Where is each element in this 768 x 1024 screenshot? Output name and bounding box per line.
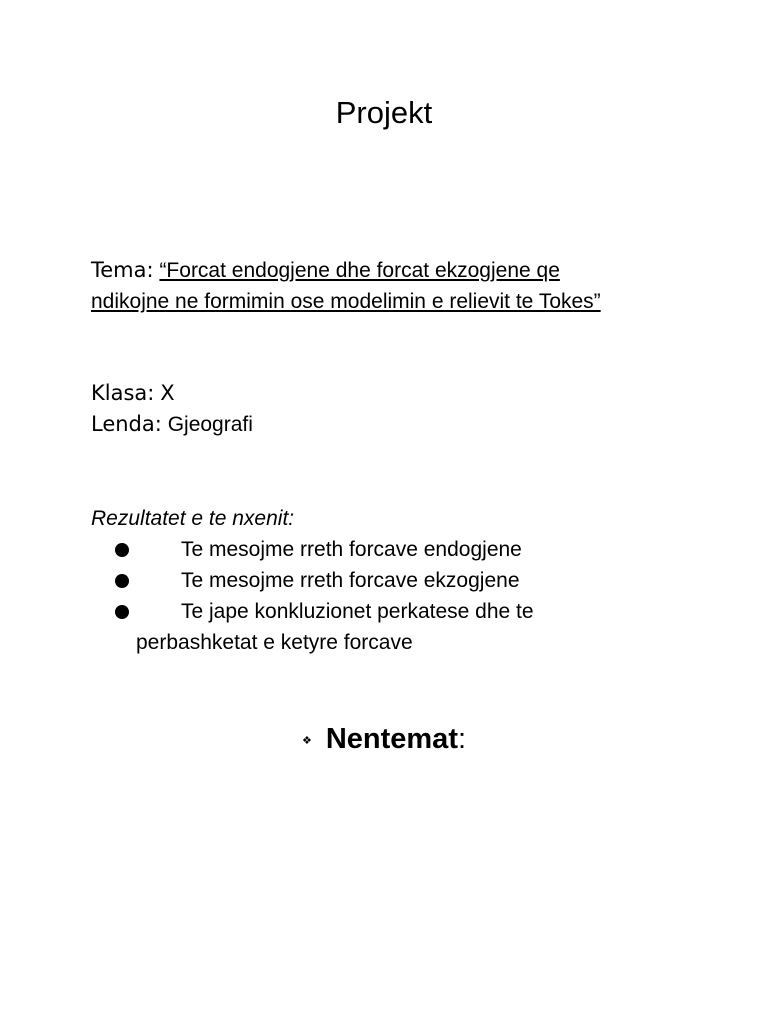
topic-label: Tema:: [91, 258, 154, 282]
subject-label: Lenda:: [91, 412, 162, 436]
topic-block: [91, 255, 631, 317]
subtopics-heading-row: [0, 719, 768, 760]
list-item: [0, 596, 768, 658]
meta-block: [91, 378, 253, 440]
diamond-bullet-icon: ❖: [301, 735, 312, 748]
bullet-icon: [115, 574, 129, 588]
learning-results-list: [0, 534, 768, 658]
subtopics-colon: :: [457, 723, 467, 755]
list-item-text: Te jape konkluzionet perkatese dhe te perbashketat e ketyre forcave: [136, 600, 534, 654]
list-item-text: Te mesojme rreth forcave ekzogjene: [181, 569, 520, 592]
list-item: [0, 534, 768, 565]
document-title: Projekt: [335, 95, 433, 130]
learning-results-heading: Rezultatet e te nxenit:: [91, 507, 295, 530]
subtopics-heading: Nentemat: [325, 723, 458, 755]
class-label: Klasa:: [91, 381, 155, 405]
list-item: [0, 565, 768, 596]
subject-row: [91, 409, 253, 440]
class-value: X: [160, 381, 175, 405]
subject-value: Gjeografi: [167, 413, 253, 436]
topic-text: “Forcat endogjene dhe forcat ekzogjene qe ndikojne ne formimin ose modelimin e relievit te Tokes”: [91, 259, 601, 313]
list-item-text: Te mesojme rreth forcave endogjene: [181, 538, 522, 561]
class-row: [91, 378, 253, 409]
bullet-icon: [115, 543, 129, 557]
bullet-icon: [115, 605, 129, 619]
